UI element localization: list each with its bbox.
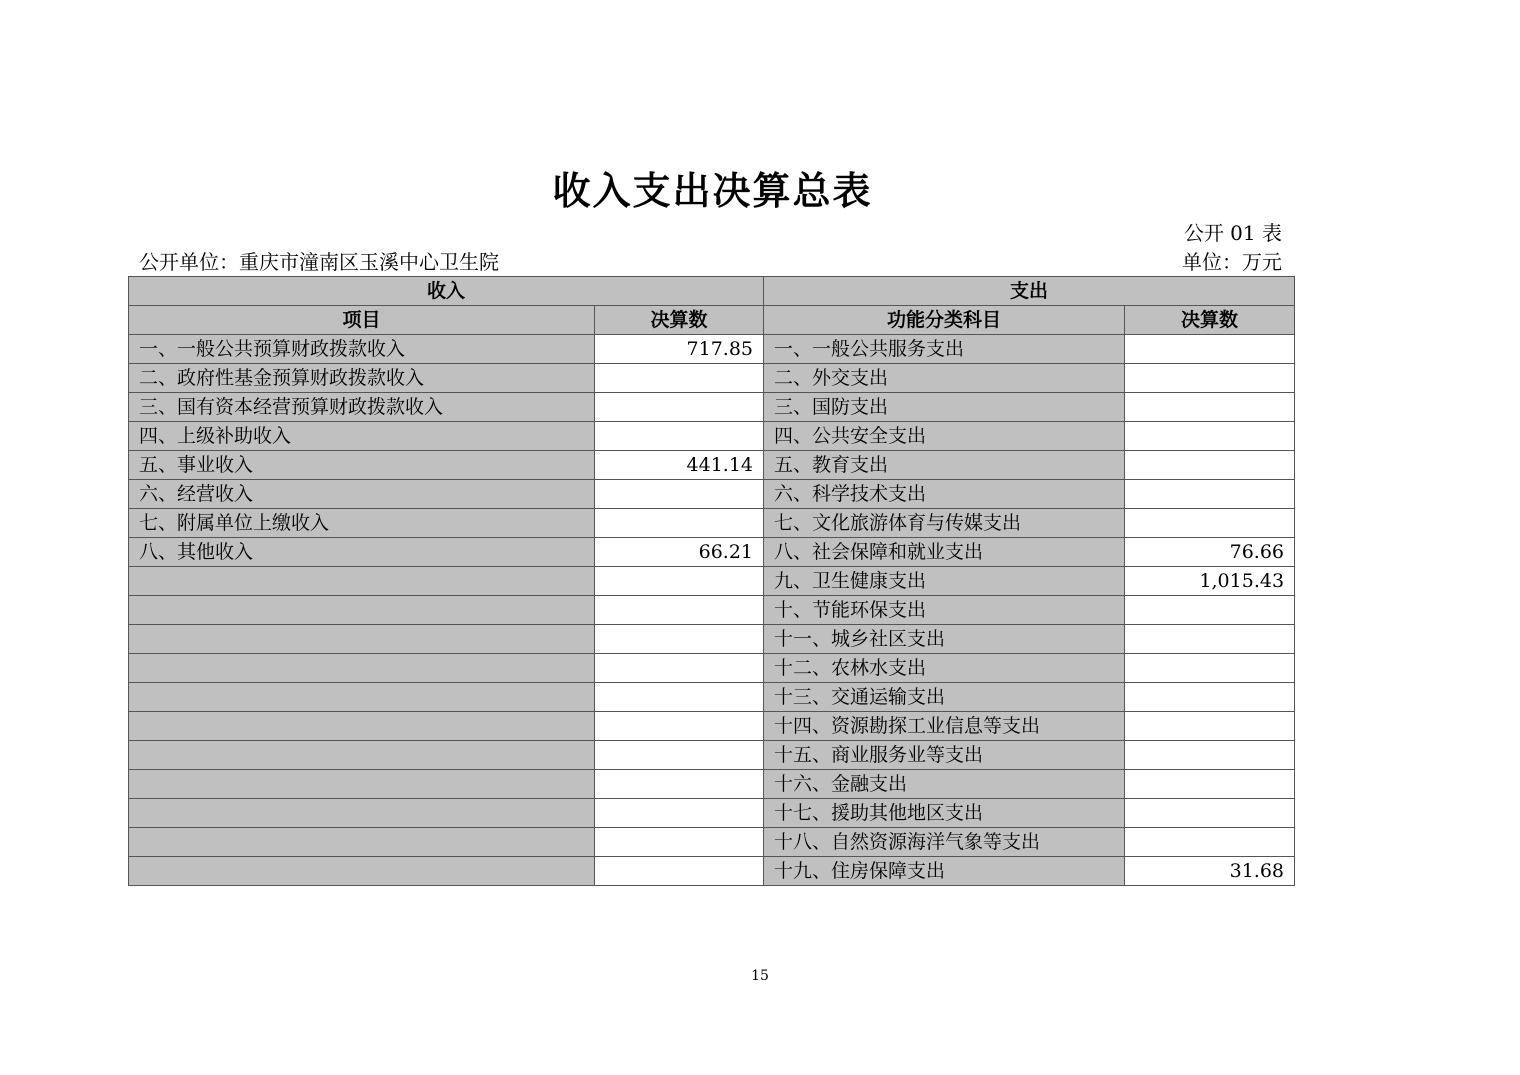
- table-row: [129, 625, 1295, 654]
- expense-item-cell: 十九、住房保障支出: [764, 857, 1125, 886]
- income-amount-cell: [595, 741, 764, 770]
- table-number: 公开 01 表: [1183, 221, 1282, 245]
- expense-item-cell: 八、社会保障和就业支出: [764, 538, 1125, 567]
- expense-item-cell: 十四、资源勘探工业信息等支出: [764, 712, 1125, 741]
- income-item-cell: [129, 828, 595, 857]
- income-item-cell: [129, 683, 595, 712]
- table-row: [129, 567, 1295, 596]
- income-amount-cell: [595, 509, 764, 538]
- table-row: [129, 596, 1295, 625]
- expense-amount-cell: [1125, 741, 1295, 770]
- income-item-cell: [129, 770, 595, 799]
- table-row: [129, 857, 1295, 886]
- income-item-cell: [129, 625, 595, 654]
- income-amount-cell: [595, 683, 764, 712]
- page-number: 15: [751, 968, 769, 984]
- income-amount-cell: [595, 712, 764, 741]
- expense-item-cell: 六、科学技术支出: [764, 480, 1125, 509]
- income-item-cell: 七、附属单位上缴收入: [129, 509, 595, 538]
- expense-item-cell: 十二、农林水支出: [764, 654, 1125, 683]
- income-amount-cell: [595, 770, 764, 799]
- table-row: [129, 364, 1295, 393]
- table-row: [129, 393, 1295, 422]
- currency-unit: 单位：万元: [1182, 250, 1282, 274]
- income-item-cell: [129, 799, 595, 828]
- table-row: [129, 712, 1295, 741]
- income-item-cell: 一、一般公共预算财政拨款收入: [129, 335, 595, 364]
- income-item-cell: [129, 857, 595, 886]
- expense-amount-cell: 31.68: [1125, 857, 1295, 886]
- table-body: [129, 335, 1295, 886]
- income-item-cell: 三、国有资本经营预算财政拨款收入: [129, 393, 595, 422]
- expense-item-cell: 四、公共安全支出: [764, 422, 1125, 451]
- expense-item-cell: 十一、城乡社区支出: [764, 625, 1125, 654]
- expense-amount-cell: 1,015.43: [1125, 567, 1295, 596]
- income-amount-cell: [595, 480, 764, 509]
- expense-item-cell: 一、一般公共服务支出: [764, 335, 1125, 364]
- income-amount-cell: [595, 828, 764, 857]
- expense-amount-cell: [1125, 422, 1295, 451]
- expense-item-cell: 九、卫生健康支出: [764, 567, 1125, 596]
- expense-item-cell: 二、外交支出: [764, 364, 1125, 393]
- income-item-cell: 六、经营收入: [129, 480, 595, 509]
- expense-amount-cell: [1125, 828, 1295, 857]
- table-row: [129, 654, 1295, 683]
- table-row: [129, 480, 1295, 509]
- expense-amount-cell: [1125, 683, 1295, 712]
- income-amount-cell: [595, 596, 764, 625]
- table-row: [129, 799, 1295, 828]
- expense-amount-cell: [1125, 625, 1295, 654]
- expense-amount-cell: [1125, 509, 1295, 538]
- expense-item-cell: 十、节能环保支出: [764, 596, 1125, 625]
- table-row: [129, 538, 1295, 567]
- col-header-item: 项目: [129, 306, 595, 335]
- expense-item-cell: 十三、交通运输支出: [764, 683, 1125, 712]
- expense-amount-cell: [1125, 596, 1295, 625]
- expense-section-header: 支出: [764, 277, 1295, 306]
- income-item-cell: 五、事业收入: [129, 451, 595, 480]
- table-row: [129, 422, 1295, 451]
- section-header-row: [129, 277, 1295, 306]
- income-amount-cell: [595, 654, 764, 683]
- income-item-cell: [129, 741, 595, 770]
- income-amount-cell: 66.21: [595, 538, 764, 567]
- col-header-function: 功能分类科目: [764, 306, 1125, 335]
- expense-item-cell: 三、国防支出: [764, 393, 1125, 422]
- expense-item-cell: 十七、援助其他地区支出: [764, 799, 1125, 828]
- income-item-cell: 二、政府性基金预算财政拨款收入: [129, 364, 595, 393]
- income-item-cell: [129, 596, 595, 625]
- table-row: [129, 509, 1295, 538]
- expense-amount-cell: [1125, 712, 1295, 741]
- expense-amount-cell: 76.66: [1125, 538, 1295, 567]
- expense-amount-cell: [1125, 364, 1295, 393]
- income-item-cell: [129, 567, 595, 596]
- column-header-row: [129, 306, 1295, 335]
- income-item-cell: 四、上级补助收入: [129, 422, 595, 451]
- income-amount-cell: [595, 364, 764, 393]
- income-item-cell: [129, 654, 595, 683]
- table-row: [129, 451, 1295, 480]
- expense-amount-cell: [1125, 480, 1295, 509]
- page-title: 收入支出决算总表: [552, 169, 873, 213]
- expense-item-cell: 七、文化旅游体育与传媒支出: [764, 509, 1125, 538]
- expense-item-cell: 十六、金融支出: [764, 770, 1125, 799]
- income-amount-cell: [595, 625, 764, 654]
- income-expense-table: [128, 276, 1295, 886]
- expense-amount-cell: [1125, 799, 1295, 828]
- income-amount-cell: [595, 567, 764, 596]
- table-row: [129, 335, 1295, 364]
- expense-item-cell: 十八、自然资源海洋气象等支出: [764, 828, 1125, 857]
- expense-item-cell: 十五、商业服务业等支出: [764, 741, 1125, 770]
- income-section-header: 收入: [129, 277, 764, 306]
- table-row: [129, 741, 1295, 770]
- income-amount-cell: [595, 799, 764, 828]
- expense-amount-cell: [1125, 654, 1295, 683]
- expense-amount-cell: [1125, 335, 1295, 364]
- expense-amount-cell: [1125, 770, 1295, 799]
- income-amount-cell: 441.14: [595, 451, 764, 480]
- income-amount-cell: [595, 393, 764, 422]
- table-row: [129, 683, 1295, 712]
- col-header-expense-amount: 决算数: [1125, 306, 1295, 335]
- table-row: [129, 770, 1295, 799]
- expense-amount-cell: [1125, 393, 1295, 422]
- income-amount-cell: [595, 857, 764, 886]
- col-header-income-amount: 决算数: [595, 306, 764, 335]
- income-item-cell: [129, 712, 595, 741]
- reporting-unit: 公开单位：重庆市潼南区玉溪中心卫生院: [139, 250, 499, 274]
- table-row: [129, 828, 1295, 857]
- expense-amount-cell: [1125, 451, 1295, 480]
- income-item-cell: 八、其他收入: [129, 538, 595, 567]
- expense-item-cell: 五、教育支出: [764, 451, 1125, 480]
- income-amount-cell: [595, 422, 764, 451]
- income-amount-cell: 717.85: [595, 335, 764, 364]
